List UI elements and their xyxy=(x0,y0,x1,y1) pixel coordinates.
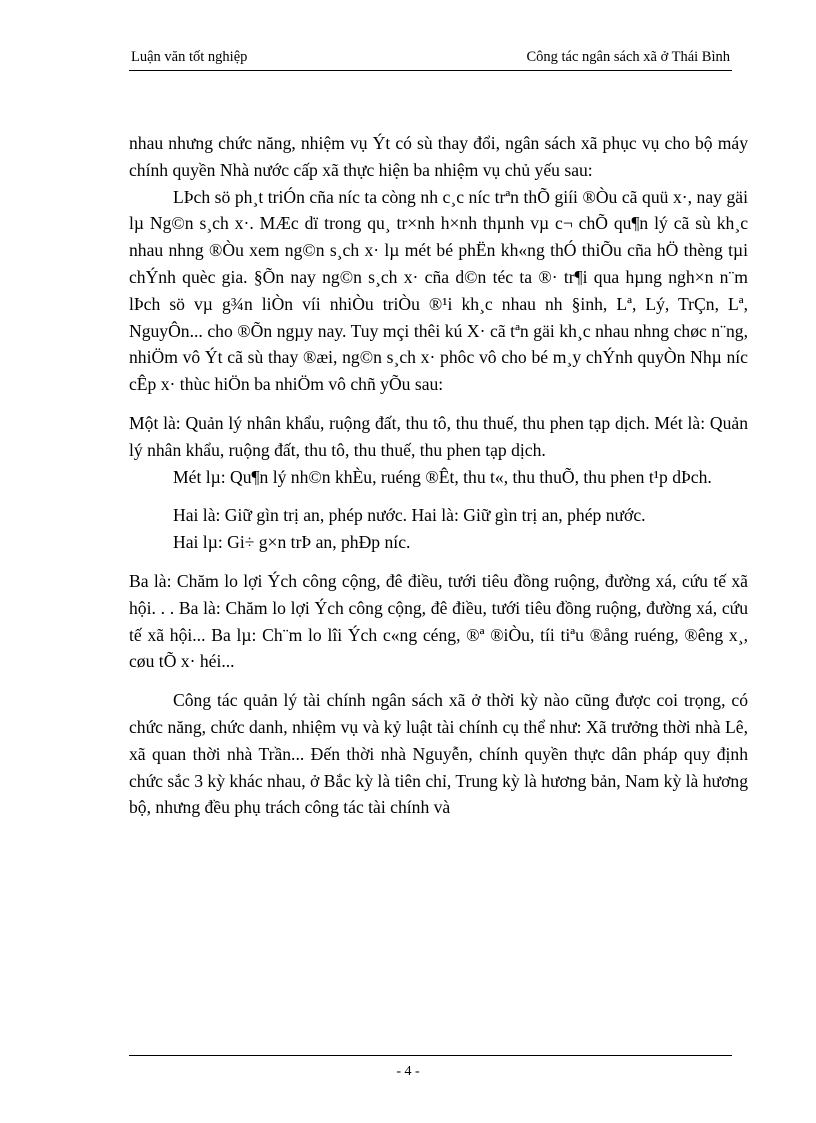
footer-divider xyxy=(129,1055,732,1056)
paragraph-task-two-garbled: Hai lµ: Gi÷ g×n trÞ an, phÐp níc. xyxy=(173,532,411,553)
paragraph-spacer xyxy=(129,490,748,502)
header-title-left: Luận văn tốt nghiệp xyxy=(131,49,248,65)
paragraph-spacer xyxy=(129,556,748,568)
header-divider xyxy=(129,70,732,71)
paragraph-history-garbled: LÞch sö ph¸t triÓn cña níc ta còng nh c¸c níc trªn thÕ giíi ®Òu cã quü x·, nay gäi lµ Ng©n s¸ch x·. MÆc dï trong qu¸ tr×nh h×nh thµnh vµ c¬ chÕ qu¶n lý cã sù kh¸c nhau nhng ®Òu xem ng©n s¸ch x· lµ mét bé phËn kh«ng thÓ thiÕu cña hÖ thèng tµi chÝnh quèc gia. §Õn nay ng©n s¸ch x· cña d©n téc ta ®· tr¶i qua hµng ngh×n n¨m lÞch sö vµ g¾n liÒn víi nhiÒu triÒu ®¹i kh¸c nhau nh §inh, Lª, Lý, TrÇn, Lª, NguyÔn... cho ®Õn ngµy nay. Tuy mçi thêi kú X· cã tªn gäi kh¸c nhau nhng chøc n¨ng, nhiÖm vô Ýt cã sù thay ®æi, ng©n s¸ch x· phôc vô cho bé m¸y chÝnh quyÒn Nhµ níc cÊp x· thùc hiÖn ba nhiÖm vô chñ yÕu sau: xyxy=(129,186,748,395)
paragraph-task-two: Hai là: Giữ gìn trị an, phép nước. Hai là: Giữ gìn trị an, phép nước. xyxy=(173,505,646,526)
paragraph-spacer xyxy=(129,398,748,410)
paragraph-finance-management: Công tác quản lý tài chính ngân sách xã ở thời kỳ nào cũng được coi trọng, có chức năng, chức danh, nhiệm vụ và kỷ luật tài chính cụ thể như: Xã trưởng thời nhà Lê, xã quan thời nhà Trần... Đến thời nhà Nguyễn, chính quyền thực dân pháp quy định chức sắc 3 kỳ khác nhau, ở Bắc kỳ là tiên chỉ, Trung kỳ là hương bản, Nam kỳ là hương bộ, nhưng đều phụ trách công tác tài chính và xyxy=(129,690,748,818)
paragraph-task-one-garbled: Mét lµ: Qu¶n lý nh©n khÈu, ruéng ®Êt, thu t«, thu thuÕ, thu phen t¹p dÞch. xyxy=(173,466,712,487)
page-number: - 4 - xyxy=(396,1064,420,1079)
paragraph-intro: nhau nhưng chức năng, nhiệm vụ Ýt có sù thay đổi, ngân sách xã phục vụ cho bộ máy chính quyền Nhà nước cấp xã thực hiện ba nhiệm vụ chủ yếu sau: xyxy=(129,133,748,180)
document-body xyxy=(129,130,748,821)
paragraph-task-one: Một là: Quản lý nhân khẩu, ruộng đất, thu tô, thu thuế, thu phen tạp dịch. Mét là: Quản lý nhân khẩu, ruộng đất, thu tô, thu thuế, thu phen tạp dịch. xyxy=(129,412,748,460)
paragraph-task-three: Ba là: Chăm lo lợi Ých công cộng, đê điều, tưới tiêu đồng ruộng, đường xá, cứu tế xã hội. . . Ba là: Chăm lo lợi Ých công cộng, đê điều, tưới tiêu đồng ruộng, đường xá, cứu tế xã hội... Ba lµ: Ch¨m lo lîi Ých c«ng céng, ®ª ®iÒu, tíi tiªu ®ång ruéng, ®êng x¸, cøu tÕ x· héi... xyxy=(129,570,748,672)
paragraph-spacer xyxy=(129,675,748,687)
header-title-right: Công tác ngân sách xã ở Thái Bình xyxy=(526,49,730,65)
